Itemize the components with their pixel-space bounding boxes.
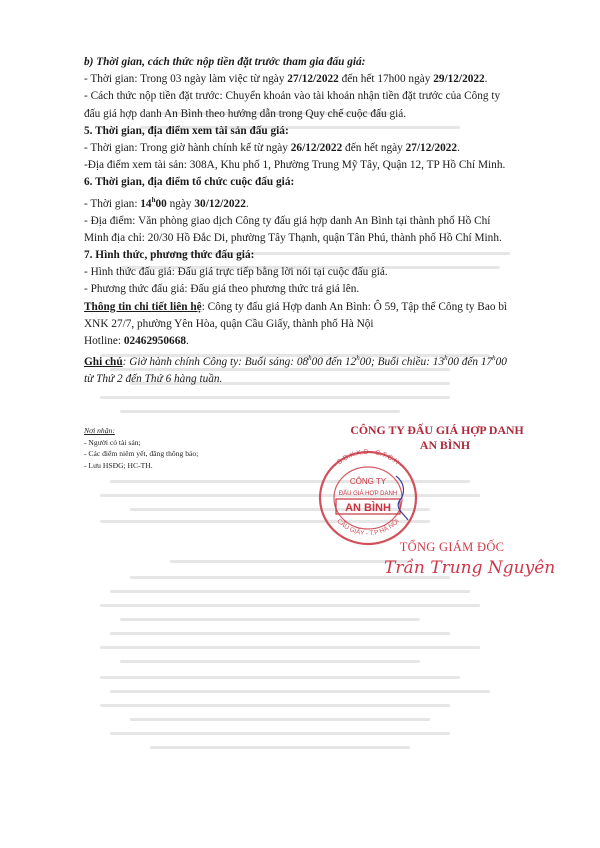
bleed-through-line	[110, 690, 490, 693]
section-6-place-line2: Minh địa chỉ: 20/30 Hồ Đắc Di, phường Tây Thạnh, quận Tân Phú, thành phố Hồ Chí Minh.	[84, 231, 502, 244]
bleed-through-line	[110, 632, 450, 635]
document-body	[84, 54, 544, 388]
bleed-through-line	[150, 746, 410, 749]
contact-line1: Thông tin chi tiết liên hệ: Công ty đấu giá Hợp danh An Bình: Ô 59, Tập thể Công ty Bao bì	[84, 300, 508, 313]
note-label: Ghi chú	[84, 355, 123, 368]
contact-line2: XNK 27/7, phường Yên Hòa, quận Cầu Giấy, thành phố Hà Nội	[84, 317, 374, 330]
recipient-item: - Người có tài sản;	[84, 437, 141, 447]
recipient-item: - Lưu HSĐG; HC-TH.	[84, 460, 153, 470]
signer-title: TỔNG GIÁM ĐỐC	[399, 540, 505, 554]
section-5-place: -Địa điểm xem tài sản: 308A, Khu phố 1, Phường Trung Mỹ Tây, Quận 12, TP Hồ Chí Minh.	[84, 159, 506, 172]
seal-ring-top-text: · S.Đ.K.K.D · C.T.C.H ·	[332, 448, 404, 470]
bleed-through-line	[120, 618, 420, 621]
hotline-number: 02462950668	[123, 335, 186, 348]
seal-type-text: ĐẤU GIÁ HỢP DANH	[338, 491, 398, 497]
seal-company-text: CÔNG TY	[349, 477, 387, 486]
company-name: CÔNG TY ĐẤU GIÁ HỢP DANH AN BÌNH	[350, 423, 524, 452]
section-5-heading: 5. Thời gian, địa điểm xem tài sản đấu giá:	[84, 124, 289, 137]
seal-name-text: AN BÌNH	[345, 502, 391, 514]
section-7-form: - Hình thức đấu giá: Đấu giá trực tiếp bằng lời nói tại cuộc đấu giá.	[84, 266, 388, 279]
section-6-place-line1: - Địa điểm: Văn phòng giao dịch Công ty đấu giá hợp danh An Bình tại thành phố Hồ Chí	[84, 214, 491, 227]
seal-ring-bottom-text: CẦU GIẤY - T.P HÀ NỘI	[335, 517, 401, 538]
section-b-heading: b) Thời gian, cách thức nộp tiền đặt trước tham gia đấu giá:	[84, 56, 366, 68]
bleed-through-line	[130, 718, 430, 721]
bleed-through-line	[110, 590, 470, 593]
section-b-method-line2: đấu giá hợp danh An Bình theo hướng dẫn trong Quy chế cuộc đấu giá.	[84, 107, 407, 120]
note-line2: từ Thứ 2 đến Thứ 6 hàng tuần.	[84, 373, 223, 386]
section-5-time: - Thời gian: Trong giờ hành chính kể từ ngày 26/12/2022 đến hết ngày 27/12/2022.	[84, 142, 460, 155]
bleed-through-line	[100, 676, 460, 679]
note-line1: Ghi chú: Giờ hành chính Công ty: Buổi sáng: 08$^h$00 đến 12$^h$00; Buổi chiều: 13$^h$00 đến 17$^h$00	[84, 354, 507, 368]
recipient-item: - Các điểm niêm yết, đăng thông báo;	[84, 449, 199, 459]
section-b-method-line1: - Cách thức nộp tiền đặt trước: Chuyển khoản vào tài khoản nhận tiền đặt trước của Công ty	[84, 90, 501, 103]
section-6-time: - Thời gian: 14$^h$00 ngày 30/12/2022.	[84, 195, 249, 210]
recipients-list	[84, 425, 198, 471]
bleed-through-line	[100, 604, 480, 607]
bleed-through-line	[110, 732, 450, 735]
section-7-method: - Phương thức đấu giá: Đấu giá theo phương thức trả giá lên.	[84, 283, 360, 296]
bleed-through-line	[120, 660, 420, 663]
contact-label: Thông tin chi tiết liên hệ	[84, 300, 202, 313]
section-b-time: - Thời gian: Trong 03 ngày làm việc từ ngày 27/12/2022 đến hết 17h00 ngày 29/12/2022.	[84, 73, 488, 86]
signer-name: Trần Trung Nguyên	[384, 558, 556, 578]
bleed-through-line	[100, 704, 450, 707]
hotline: Hotline: 02462950668.	[84, 335, 189, 348]
bleed-through-line	[100, 396, 450, 399]
section-6-heading: 6. Thời gian, địa điểm tổ chức cuộc đấu giá:	[84, 176, 295, 189]
bleed-through-line	[120, 410, 400, 413]
company-seal	[308, 448, 428, 548]
section-7-heading: 7. Hình thức, phương thức đấu giá:	[84, 249, 255, 261]
recipients-title: Nơi nhận:	[84, 426, 115, 435]
bleed-through-line	[170, 560, 410, 563]
bleed-through-line	[100, 646, 480, 649]
svg-text:· S.Đ.K.K.D · C.T.C.H ·	[333, 449, 404, 469]
